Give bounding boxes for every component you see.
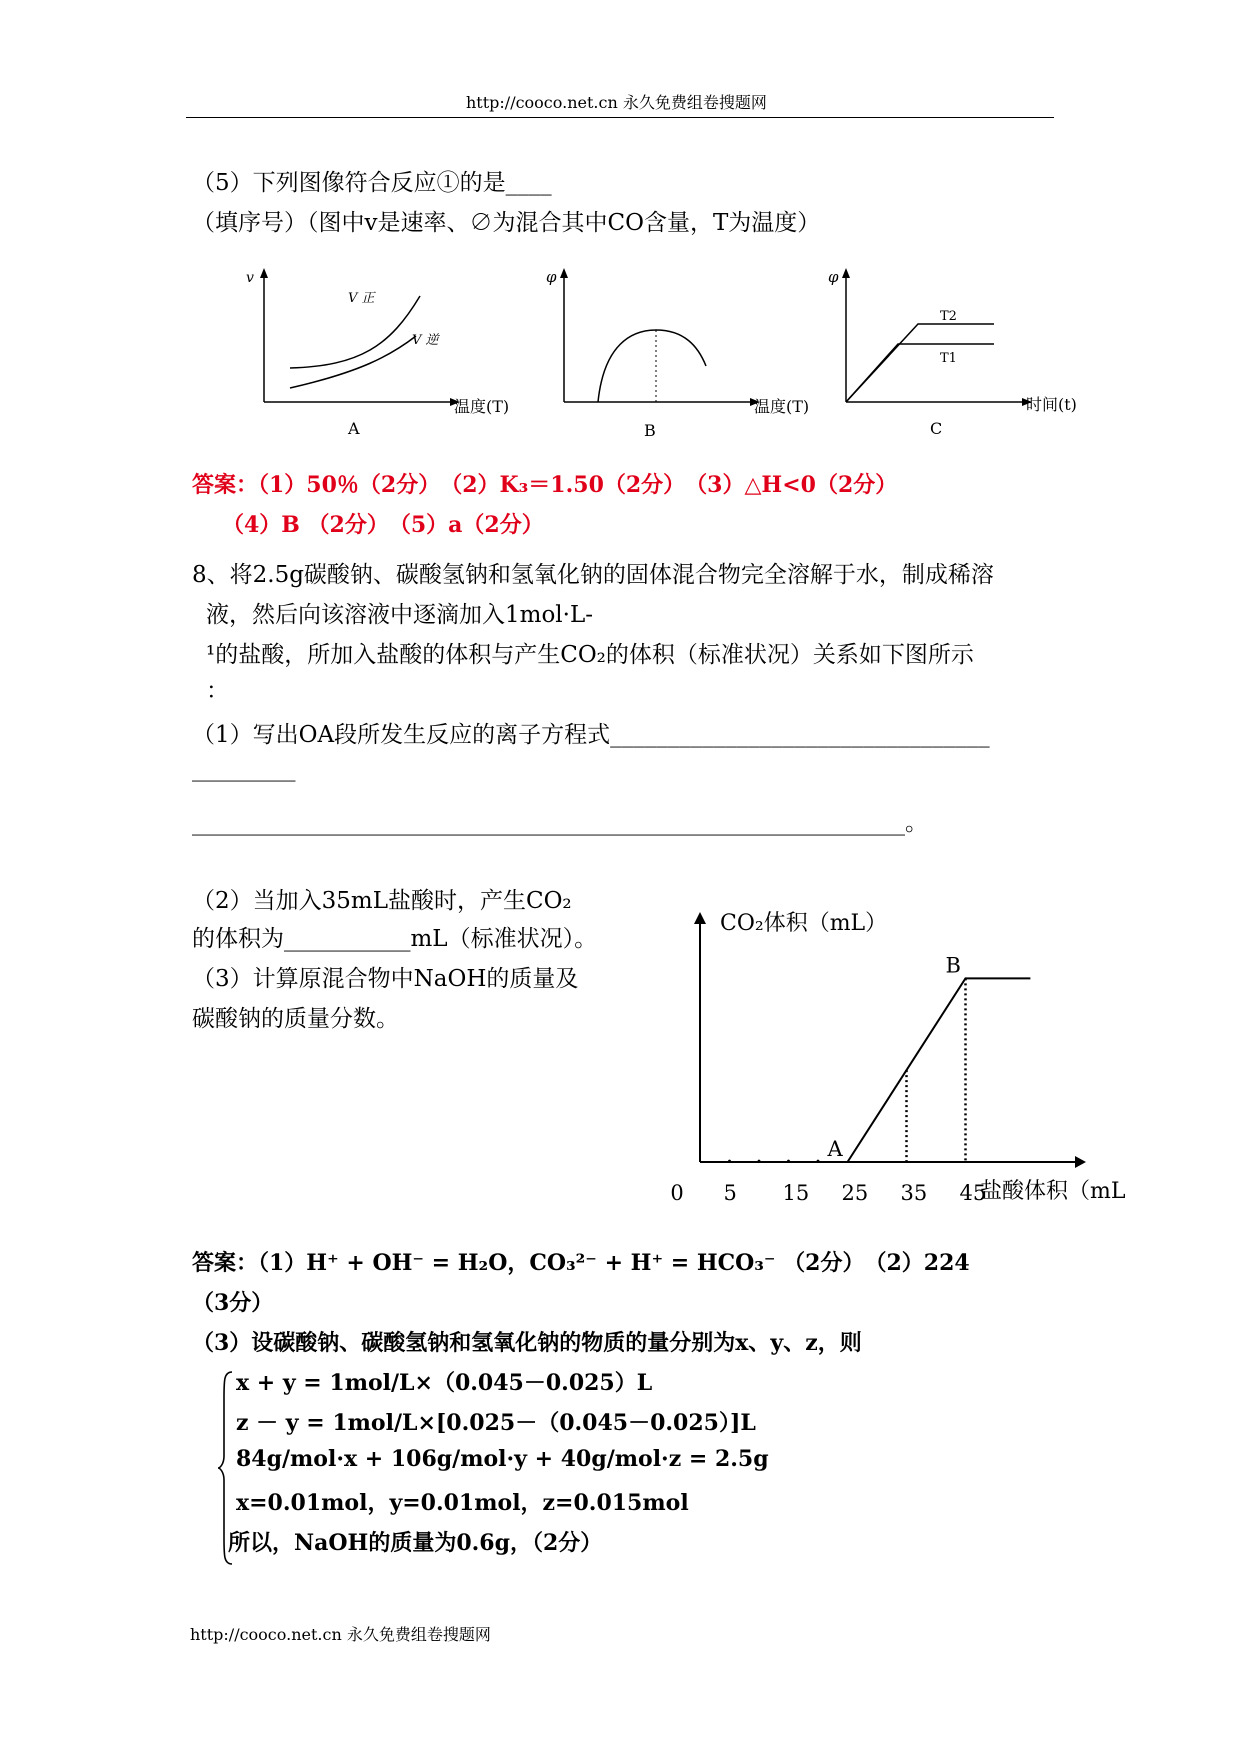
answer1-line1: 答案：（1）50％（2分） （2）K₃＝1.50（2分） （3）△H<0（2分） — [192, 472, 898, 498]
q5-line1: （5）下列图像符合反应①的是____ — [192, 170, 552, 196]
q8-sub3-line1: （3）计算原混合物中NaOH的质量及 — [192, 966, 579, 992]
x-axis-dot — [787, 1160, 790, 1163]
q8-sub1-answer-line: ______________________________________________________________。 — [192, 810, 928, 836]
x-tick-label: 45 — [959, 1181, 987, 1205]
graph-a-curve2-label: V 逆 — [412, 333, 439, 348]
q8-line2: 液，然后向该溶液中逐滴加入1mol·L- — [206, 602, 594, 628]
equation-1: x + y = 1mol/L×（0.045－0.025）L — [236, 1370, 653, 1396]
q8-line1: 8、将2.5g碳酸钠、碳酸氢钠和氢氧化钠的固体混合物完全溶解于水，制成稀溶 — [192, 562, 994, 588]
graph-a — [240, 262, 540, 442]
graph-b — [540, 262, 840, 442]
page-header: http://cooco.net.cn 永久免费组卷搜题网 — [466, 93, 767, 112]
q8-line3: ¹的盐酸，所加入盐酸的体积与产生CO₂的体积（标准状况）关系如下图所示 — [206, 642, 974, 668]
chart-marks — [827, 953, 1031, 1162]
q8-sub1-continuation: _________ — [192, 756, 296, 782]
graph-a-caption: A — [348, 419, 360, 438]
x-tick-label: 25 — [841, 1181, 869, 1205]
graph-c-line2-label: T1 — [940, 351, 957, 366]
graph-a-curve1-label: V 正 — [348, 291, 375, 306]
point-label: B — [945, 953, 961, 978]
equation-4: x=0.01mol，y=0.01mol，z=0.015mol — [236, 1490, 689, 1516]
chart-xlabel: 盐酸体积（mL — [980, 1179, 1126, 1204]
x-tick-label: 15 — [782, 1181, 810, 1205]
q8-sub2-line2: 的体积为___________mL（标准状况）。 — [192, 926, 598, 952]
q5-line2: （填序号）（图中v是速率、∅为混合其中CO含量，T为温度） — [192, 210, 821, 236]
point-label: A — [827, 1137, 843, 1161]
co2-volume-chart — [670, 900, 1150, 1220]
chart-ylabel: CO₂体积（mL） — [720, 911, 888, 936]
x-axis-dot — [728, 1160, 731, 1163]
series-line — [848, 978, 1031, 1162]
x-tick-label: 35 — [900, 1181, 928, 1205]
answer1-line2: （4）B （2分） （5）a（2分） — [222, 512, 544, 538]
graph-c-line1-label: T2 — [940, 309, 957, 324]
graph-c-caption: C — [930, 419, 943, 438]
y-axis-arrow — [694, 912, 706, 924]
answer2-line2: （3分） — [192, 1290, 274, 1316]
graph-b-caption: B — [644, 421, 656, 440]
page-footer: http://cooco.net.cn 永久免费组卷搜题网 — [190, 1625, 491, 1644]
graph-b-ylabel: φ — [546, 268, 557, 286]
q8-line4: ： — [206, 678, 229, 704]
header-rule — [186, 117, 1054, 118]
x-tick-label: 0 — [670, 1181, 684, 1205]
q8-sub2-line1: （2）当加入35mL盐酸时，产生CO₂ — [192, 888, 572, 914]
equation-2: z － y = 1mol/L×[0.025－（0.045－0.025）]L — [236, 1410, 756, 1436]
x-tick-label: 5 — [723, 1181, 737, 1205]
graph-c — [822, 262, 1122, 442]
q8-sub3-line2: 碳酸钠的质量分数。 — [192, 1006, 399, 1032]
chart-axes — [670, 912, 1086, 1205]
q8-sub1: （1）写出OA段所发生反应的离子方程式_________________________________ — [192, 722, 990, 748]
equation-3: 84g/mol·x + 106g/mol·y + 40g/mol·z = 2.5g — [236, 1446, 769, 1472]
graph-b-xlabel: 温度(T) — [754, 397, 810, 416]
x-axis-arrow — [1075, 1156, 1086, 1168]
answer2-line1: 答案：（1）H⁺ + OH⁻ = H₂O，CO₃²⁻ + H⁺ = HCO₃⁻ （2分） （2）224 — [192, 1250, 970, 1276]
x-axis-dot — [758, 1160, 761, 1163]
equation-5: 所以，NaOH的质量为0.6g，（2分） — [228, 1530, 603, 1556]
graph-a-xlabel: 温度(T) — [454, 397, 510, 416]
answer2-line3: （3）设碳酸钠、碳酸氢钠和氢氧化钠的物质的量分别为x、y、z，则 — [192, 1330, 862, 1356]
graph-c-xlabel: 时间(t) — [1026, 395, 1077, 414]
graph-c-ylabel: φ — [828, 268, 839, 286]
graph-a-ylabel: v — [246, 270, 254, 286]
x-axis-dot — [817, 1160, 820, 1163]
